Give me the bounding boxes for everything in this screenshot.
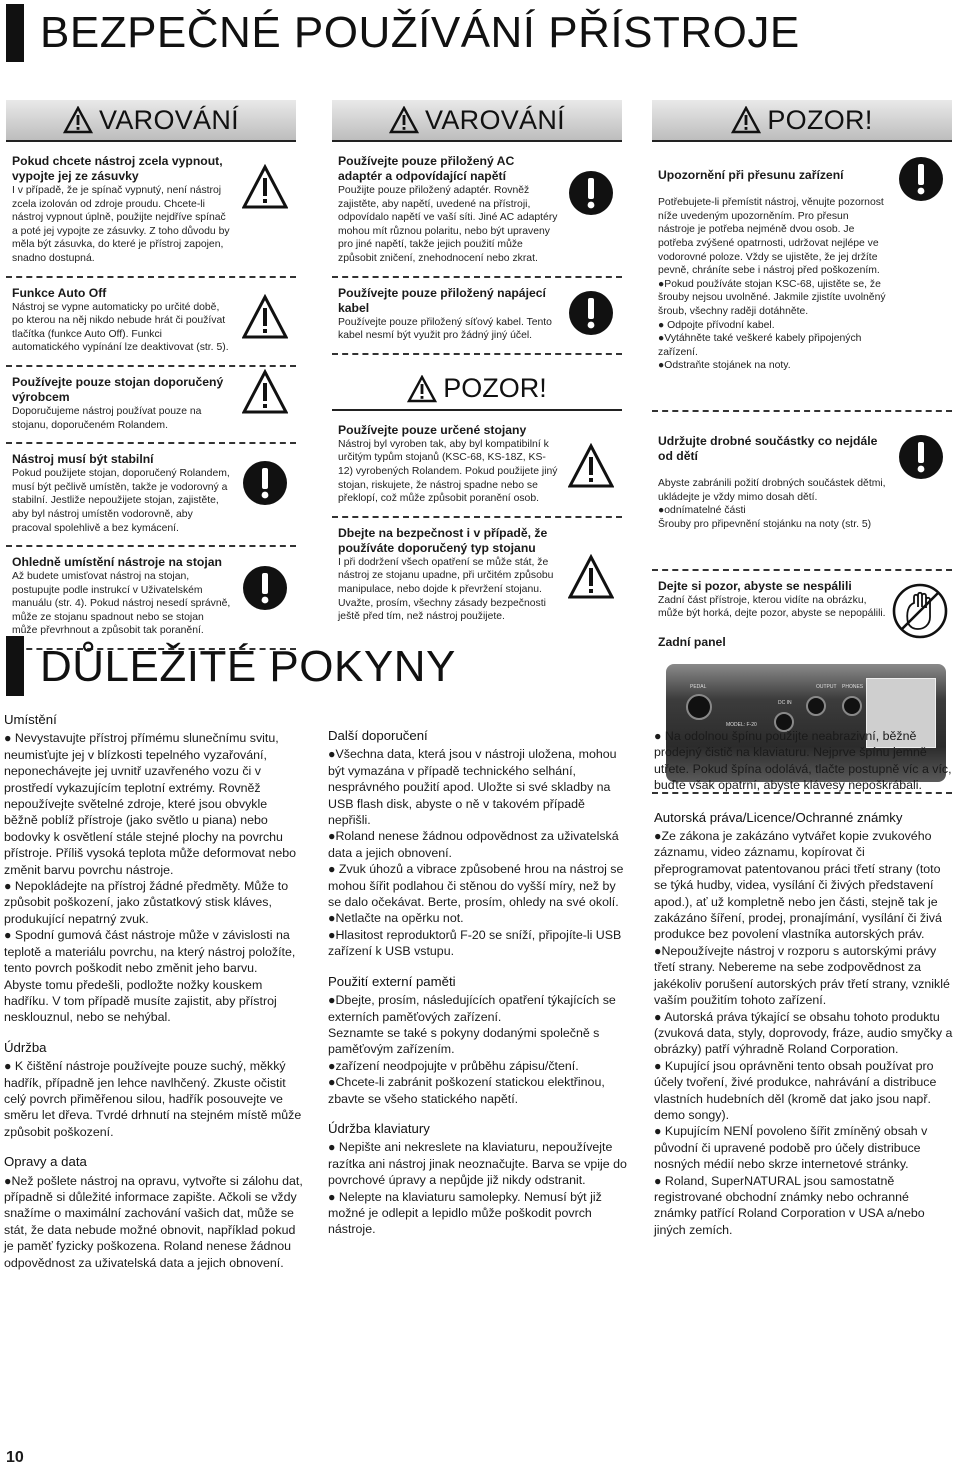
section-body: Pokud použijete stojan, doporučený Rolandem, musí být pečlivě umístěn, takže je vodorovný a stabilní. Jestliže nepoužijete stojan, zajistěte, aby byl nástroj umístěn vodorovně, aby pracoval spolehlivě a bez kymácení. [12,468,230,534]
topic-heading: Další doporučení [328,728,428,743]
section-title: Dbejte na bezpečnost i v případě, že používáte doporučený typ stojanu [338,525,548,555]
section-title: Ohledně umístění nástroje na stojan [12,555,222,570]
section-body: Až budete umisťovat nástroj na stojan, postupujte podle instrukcí v Uživatelském manuálu (str. 4). Pokud nástroj nesedí správně, může ze stojanu spadnout nebo se stojan může převrhnout a způsobit tak poranění. [12,571,231,637]
important-column-1 [4,712,304,1271]
section-body: I při dodržení všech opatření se může stát, že nástroj ze stojanu upadne, při určitém způsobu manipulace, nebo dojde k převržení stojanu. Uvažte, prosím, všechny zásady bezpečnosti ještě před tím, než nástroj použijete. [338,556,554,623]
phones-label: PHONES [842,684,864,691]
warning-triangle-icon [568,554,614,600]
output-label: OUTPUT [816,684,837,691]
topic-heading: Autorská práva/Licence/Ochranné známky [654,809,903,825]
warning-triangle-icon [389,106,419,134]
caution-section [332,520,622,630]
dashed-divider [652,569,952,571]
column-header-text: POZOR! [767,104,873,135]
panel-caption: Zadní panel [658,635,726,650]
topic-heading: Údržba [4,1039,47,1055]
warning-section [332,148,622,272]
topic-text: ● K čištění nástroje používejte pouze suchý, měkký hadřík, případně jen lehce navlhčený. Zkuste očistit celý povrch přiměřenou silou, hadřík posouvejte ve směru let dřeva. Tvrdé drhnutí na stejném místě může způsobit poškození. [4,1059,302,1139]
output-jack [806,696,826,716]
warning-section [6,369,296,438]
dashed-divider [332,276,622,278]
dashed-divider [6,442,296,444]
caution-header-text: POZOR! [443,373,547,404]
mandatory-exclamation-icon [898,434,944,480]
title-accent-bar [6,4,24,62]
dashed-divider [332,516,622,518]
warning-section [6,280,296,361]
warning-column-2 [332,100,622,630]
topic-text: ●Dbejte, prosím, následujících opatření týkajících se externích paměťových zařízení. Seznamte se také s pokyny dodanými společně s paměťovým zařízením. ●zařízení neodpojujte v průběhu zápisu/čtení. ●Chcete-li zabránit poškození statickou elektřinou, zbavte se všeho statického napětí. [328,993,616,1106]
column-header-text: VAROVÁNÍ [425,104,565,135]
section-title: DŮLEŽITÉ POKYNY [40,642,456,691]
column-header [652,100,952,142]
important-column-2 [328,728,628,1238]
warning-triangle-icon [731,106,761,134]
topic-text: ●Ze zákona je zakázáno vytvářet kopie zvukového záznamu, video záznamu, kopírovat či přeprogramovat patentovanou práci třetí strany (toto se týká hudby, videa, vysílání či živých představení apod.), ať už kompletně nebo jen části, stejně tak je zakázáno šíření, prodej, pronajímání, vysílání či živá produkce bez povolení vlastníka autorských práv. ●Nepoužívejte nástroj v rozporu s autorskými právy třetí strany. Nebereme na sebe zodpovědnost za jakékoliv porušení autorských práv třetí strany, vzniklé vaším použitím tohoto zařízení. ● Autorská práva týkající se obsahu tohoto produktu (zvuková data, styly, doprovody, fráze, audio smyčky a obrázky) patří výhradně Roland Corporation. ● Kupující jsou oprávněni tento obsah používat pro účely tvoření, živé produkce, nahrávání a distribuce vlastních hudebních děl (kromě dat jako jsou např. demo songy). ● Kupujícím NENÍ povoleno šířit zmíněný obsah v původní či upravené podobě pro účely distribuce nosných médií nebo skrze internetové stránky. ● Roland, SuperNATURAL jsou samostatně registrované obchodní známky nebo ochranné známky patřící Roland Corporation v USA a/nebo jiných zemích. [654,829,953,1237]
section-title: Upozornění při přesunu zařízení [658,167,844,182]
page-title: BEZPEČNÉ POUŽÍVÁNÍ PŘÍSTROJE [40,8,800,57]
section-title: Používejte pouze stojan doporučený výrobcem [12,374,224,404]
caution-section [652,414,952,565]
mandatory-exclamation-icon [568,170,614,216]
topic-text: ● Nevystavujte přístroj přímému slunečnímu svitu, neumisťujte jej v blízkosti tepelného vyzařování, neponechávejte jej uvnitř uzavřeného vozu či v prostředí vykazujícím teplotní extrémy. Rovněž nepoužívejte světelné zdroje, které jsou obvykle běžně poblíž přístroje (jako světlo u piana) nebo bodovky k osvětlení stále stejné plochy na povrchu přístroje. Příliš vysoká teplota může deformovat nebo změnit barvu povrchu nástroje. ● Nepokládejte na přístroj žádné předměty. Může to způsobit poškození, jako zůstatkový stisk kláves, produkující nepatrný zvuk. ● Spodní gumová část nástroje může v závislosti na teplotě a materiálu povrchu, na který nástroj položíte, tento povrch poškodit nebo změnit jeho barvu. Abyste tomu předešli, podložte nožky kouskem hadříku. V tom případě musíte zajistit, aby přístroj nesklouznul, nebo se nehýbal. [4,731,297,1025]
section-body: Zadní část přístroje, kterou vidíte na obrázku, může být horká, dejte pozor, abyste se nepopálili. [658,594,886,620]
topic-text: ●Všechna data, která jsou v nástroji uložena, mohou být vymazána v případě technického selhání, nesprávného použití apod. Uložte si své skladby na USB flash disk, abyste o ně v takovém případě nepřišli. ●Roland nenese žádnou odpovědnost za uživatelská data a jejich obnovení. ● Zvuk úhozů a vibrace způsobené hrou na nástroj se mohou šířit podlahou či stěnou do vyšší míry, než by se dalo očekávat. Berte, prosím, ohledy na své okolí. ●Netlačte na opěrku not. ●Hlasitost reproduktorů F-20 se sníží, připojíte-li USB zařízení k USB vstupu. [328,747,624,959]
section-body: Abyste zabránili požití drobných součástek dětmi, ukládejte je vždy mimo dosah dětí. ●odnímatelné části Šrouby pro připevnění stojánku na noty (str. 5) [658,478,886,531]
caution-section [332,417,622,512]
column-header [332,100,622,142]
topic-heading: Umístění [4,712,57,727]
topic-text: ●Než pošlete nástroj na opravu, vytvořte si zálohu dat, případně si důležité informace zapište. Ačkoli se vždy snažíme o maximální zachování vašich dat, může se stát, že data nebude možné obnovit, například pokud je paměť fyzicky poškozena. Roland nenese žádnou odpovědnost za uživatelská data a jejich obnovení. [4,1173,303,1270]
dcin-label: DC IN [778,700,792,707]
pedal-label: PEDAL [690,684,707,691]
section-title: Používejte pouze určené stojany [338,422,527,437]
mandatory-exclamation-icon [242,460,288,506]
mandatory-exclamation-icon [568,290,614,336]
dashed-divider [652,410,952,412]
phones-jack [842,696,862,716]
topic-heading: Údržba klaviatury [328,1120,430,1136]
warning-triangle-icon [407,375,437,403]
section-title: Udržujte drobné součástky co nejdále od dětí [658,433,878,463]
section-body: Používejte pouze přiložený síťový kabel. Tento kabel nesmí být využit pro žádný jiný účel. [338,316,552,342]
warning-section [6,446,296,541]
section-body: I v případě, že je spínač vypnutý, není nástroj zcela izolován od zdroje proudu. Chcete-li nástroj vypnout úplně, použijte nejdříve spínač a poté jej vypojte ze zásuvky. Z toho důvodu by měla být zásuvka, do které je přístroj zapojen, snadno dostupná. [12,185,230,264]
topic-text: ● Na odolnou špínu použijte neabrazivní, běžně prodejný čistič na klaviaturu. Nejprve špínu jemně utřete. Pokud špína odolává, tlačte postupně víc a víc, buďte však opatrní, abyste klávesy nepoškrábali. [654,729,952,793]
dashed-divider [332,353,622,355]
model-label: MODEL: F-20 [726,722,757,729]
section-body: Doporučujeme nástroj používat pouze na stojanu, doporučeném Rolandem. [12,405,202,431]
topic-heading: Opravy a data [4,1154,87,1170]
section-title: Nástroj musí být stabilní [12,452,154,467]
mandatory-exclamation-icon [242,565,288,611]
warning-triangle-icon [568,443,614,489]
pedal-jack [686,694,712,720]
topic-heading: Použití externí paměti [328,973,456,989]
caution-section [652,573,952,656]
column-header [6,100,296,142]
warning-triangle-icon [242,164,288,210]
section-title: Používejte pouze přiložený napájecí kabel [338,285,546,315]
section-body: Potřebujete-li přemístit nástroj, věnujte pozornost níže uvedeným upozorněním. Pro přesun nástroje je potřeba nejméně dvou osob. Je potřeba zvýšené opatrnosti, udržovat nejlépe ve vodorovné poloze. Vždy se ujistěte, že jej držíte pevně, chráníte sebe i nástroj před poškozením. ●Pokud používáte stojan KSC-68, ujistěte se, že šrouby nejsou uvolněné. Jakmile zjistíte uvolněný šroub, všechny raději dotáhněte. ● Odpojte přívodní kabel. ●Vytáhněte také veškeré kabely připojených zařízení. ●Odstraňte stojánek na noty. [658,197,886,372]
topic-text: ● Nepište ani nekreslete na klaviaturu, nepoužívejte razítka ani nástroj jinak neoznačujte. Barva se vpije do povrchové úpravy a nepůjde již nikdy odstranit. ● Nelepte na klaviaturu samolepky. Nemusí být již možné je odlepit a lepidlo může poškodit povrch nástroje. [328,1140,627,1237]
dashed-divider [6,276,296,278]
section-title: Pokud chcete nástroj zcela vypnout, vypojte jej ze zásuvky [12,154,223,183]
title-accent-bar [6,636,24,696]
dashed-divider [6,365,296,367]
mandatory-exclamation-icon [898,156,944,202]
section-title: Dejte si pozor, abyste se nespálili [658,578,852,593]
warning-column-1 [6,100,296,652]
caution-section [652,148,952,406]
section-body: Nástroj byl vyroben tak, aby byl kompatibilní k určitým typům stojanů (KSC-68, KS-18Z, KS-12) vyrobených Rolandem. Pokud použijete jiný stojan, riskujete, že nástroj spadne nebo se překlopí, což může způsobit poranění osob. [338,438,558,505]
column-header-text: VAROVÁNÍ [99,104,239,135]
section-body: Použijte pouze přiložený adaptér. Rovněž zajistěte, aby napětí, uvedené na přístroji, odpovídalo napětí ve vaší síti. Jiné AC adaptéry mohou mít různou polaritu, nebo být upraveny pro jiné napětí, takže jejich použití může způsobit zničení, znehodnocení nebo zkrat. [338,185,558,264]
section-title: Používejte pouze přiložený AC adaptér a odpovídající napětí [338,154,515,183]
section-title: Funkce Auto Off [12,285,107,300]
warning-section [332,280,622,349]
important-column-3 [654,728,954,1238]
dashed-divider [6,545,296,547]
caution-header [332,369,622,411]
warning-section [6,549,296,644]
page-number: 10 [6,1449,24,1466]
section-body: Nástroj se vypne automaticky po určité době, po kterou na něj nikdo nebude hrát či používat tlačítka (funkce Auto Off). Funkci automatického vypínání lze deaktivovat (str. 5). [12,301,229,354]
warning-triangle-icon [63,106,93,134]
warning-triangle-icon [242,294,288,340]
caution-column [652,100,952,796]
warning-section [6,148,296,272]
hot-surface-icon [892,583,948,639]
warning-triangle-icon [242,369,288,415]
